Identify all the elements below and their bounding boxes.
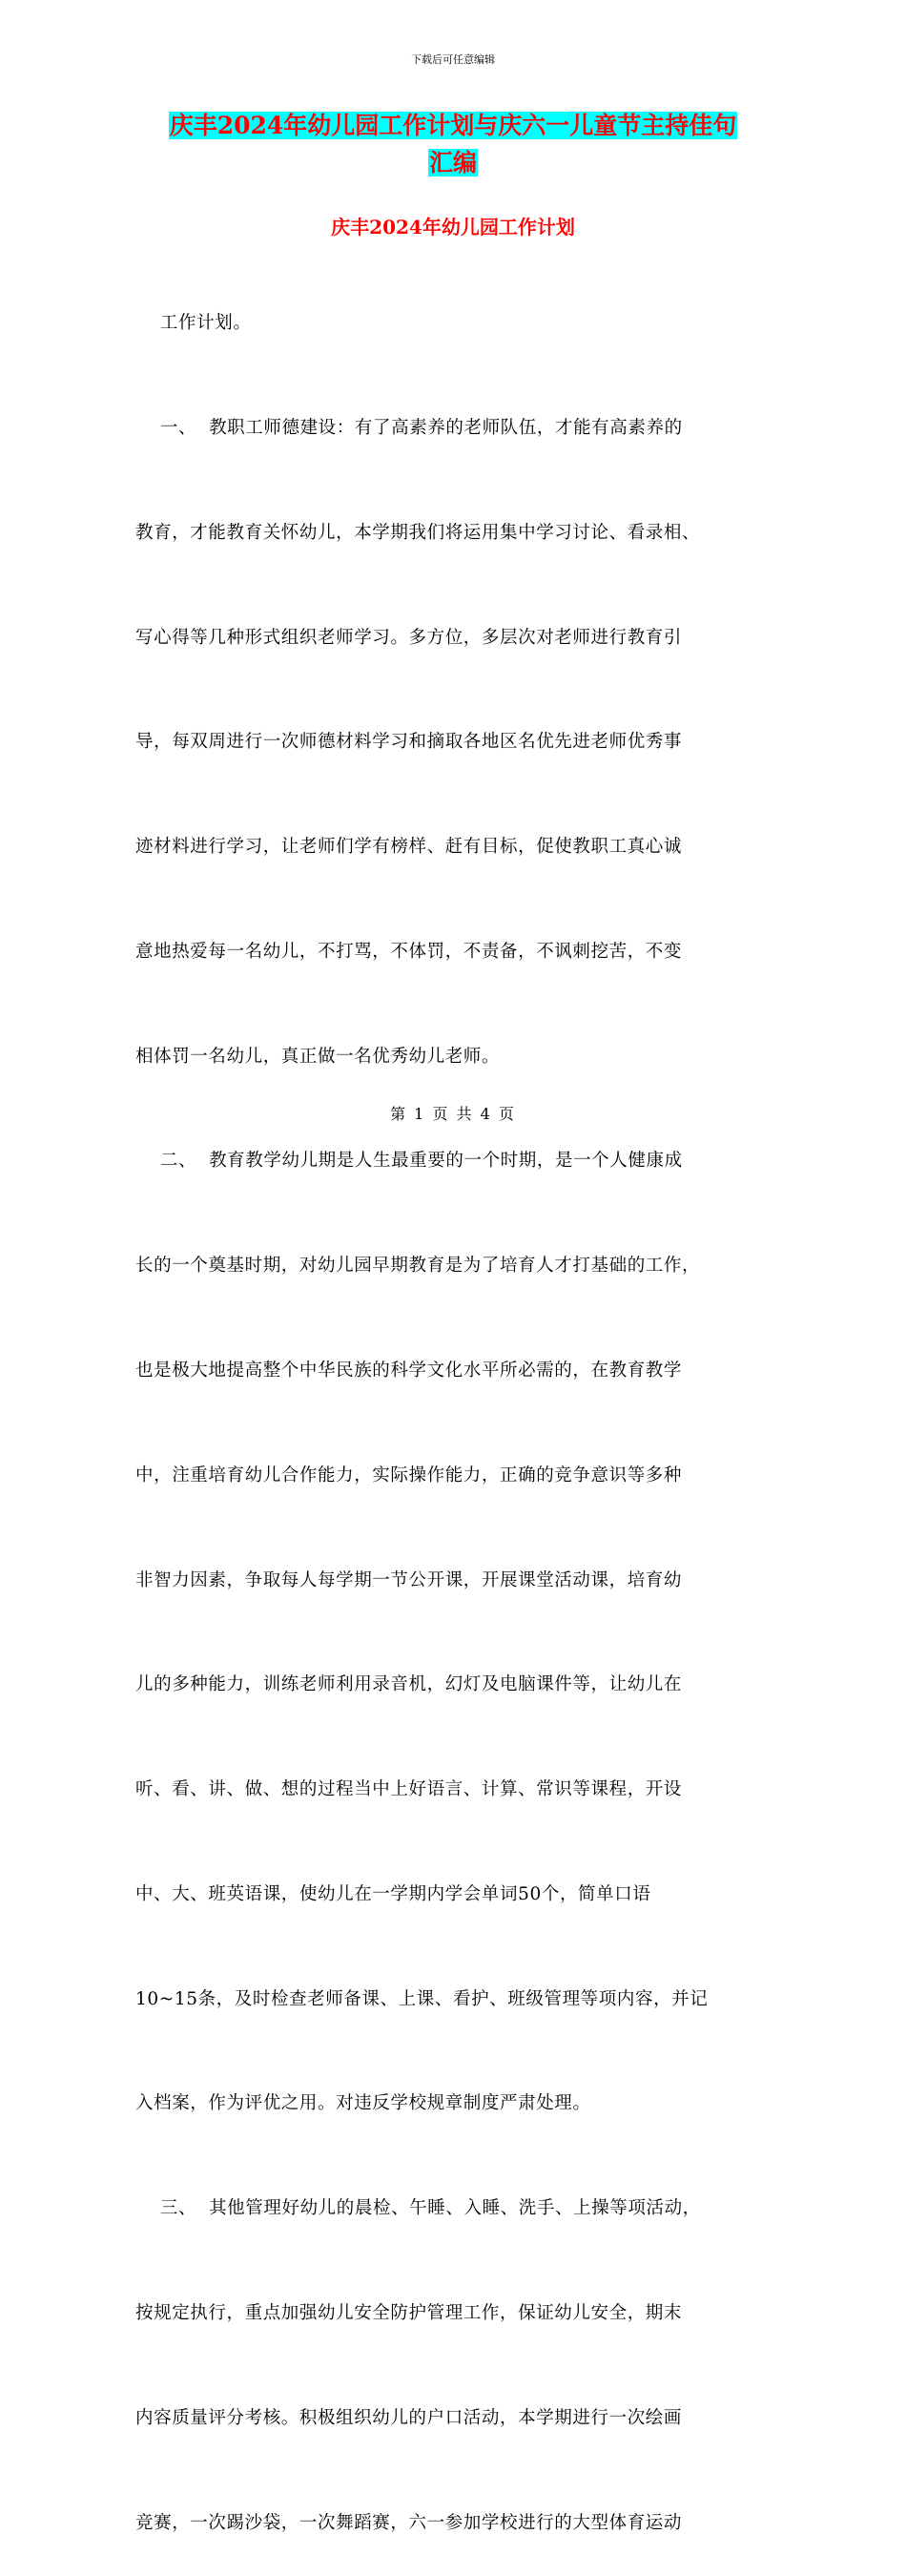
- body-line: 写心得等几种形式组织老师学习。多方位，多层次对老师进行教育引: [135, 627, 683, 648]
- body-line: 导，每双周进行一次师德材料学习和摘取各地区名优先进老师优秀事: [135, 732, 683, 753]
- body-line: 工作计划。: [135, 313, 252, 334]
- body-text: [135, 237, 772, 2576]
- body-line: 非智力因素，争取每人每学期一节公开课，开展课堂活动课，培育幼: [135, 1569, 683, 1590]
- body-line: 长的一个奠基时期，对幼儿园早期教育是为了培育人才打基础的工作，: [135, 1256, 701, 1277]
- body-line: 二、 教育教学幼儿期是人生最重要的一个时期，是一个人健康成: [135, 1151, 683, 1172]
- body-line: 中、大、班英语课，使幼儿在一学期内学会单词50个，简单口语: [135, 1883, 651, 1904]
- body-line: 入档案，作为评优之用。对违反学校规章制度严肃处理。: [135, 2093, 591, 2114]
- body-line: 中，注重培育幼儿合作能力，实际操作能力，正确的竞争意识等多种: [135, 1465, 683, 1485]
- body-line: 听、看、讲、做、想的过程当中上好语言、计算、常识等课程，开设: [135, 1779, 683, 1800]
- document-title: [0, 107, 906, 181]
- body-line: 也是极大地提高整个中华民族的科学文化水平所必需的，在教育教学: [135, 1361, 683, 1381]
- section-title: 庆丰2024年幼儿园工作计划: [331, 216, 575, 239]
- body-line: 10~15条，及时检查老师备课、上课、看护、班级管理等项内容，并记: [135, 1988, 709, 2009]
- body-line: 相体罚一名幼儿，真正做一名优秀幼儿老师。: [135, 1046, 501, 1067]
- body-line: 三、 其他管理好幼儿的晨检、午睡、入睡、洗手、上操等项活动，: [135, 2198, 701, 2219]
- body-line: 教育，才能教育关怀幼儿，本学期我们将运用集中学习讨论、看录相、: [135, 522, 701, 543]
- title-line-1: 庆丰2024年幼儿园工作计划与庆六一儿童节主持佳句: [169, 112, 737, 139]
- body-line: 儿的多种能力，训练老师利用录音机，幻灯及电脑课件等，让幼儿在: [135, 1674, 683, 1695]
- title-line-2: 汇编: [428, 149, 477, 177]
- body-line: 意地热爱每一名幼儿，不打骂，不体罚，不责备，不讽刺挖苦，不变: [135, 941, 683, 962]
- body-line: 竞赛，一次踢沙袋，一次舞蹈赛，六一参加学校进行的大型体育运动: [135, 2512, 683, 2533]
- header-note: 下载后可任意编辑: [411, 53, 495, 66]
- body-line: 一、 教职工师德建设：有了高素养的老师队伍，才能有高素养的: [135, 417, 683, 438]
- body-line: 内容质量评分考核。积极组织幼儿的户口活动，本学期进行一次绘画: [135, 2407, 683, 2428]
- body-line: 按规定执行，重点加强幼儿安全防护管理工作，保证幼儿安全，期末: [135, 2303, 683, 2324]
- body-line: 迹材料进行学习，让老师们学有榜样、赶有目标，促使教职工真心诚: [135, 837, 683, 858]
- page-footer: 第 1 页 共 4 页: [390, 1105, 516, 1123]
